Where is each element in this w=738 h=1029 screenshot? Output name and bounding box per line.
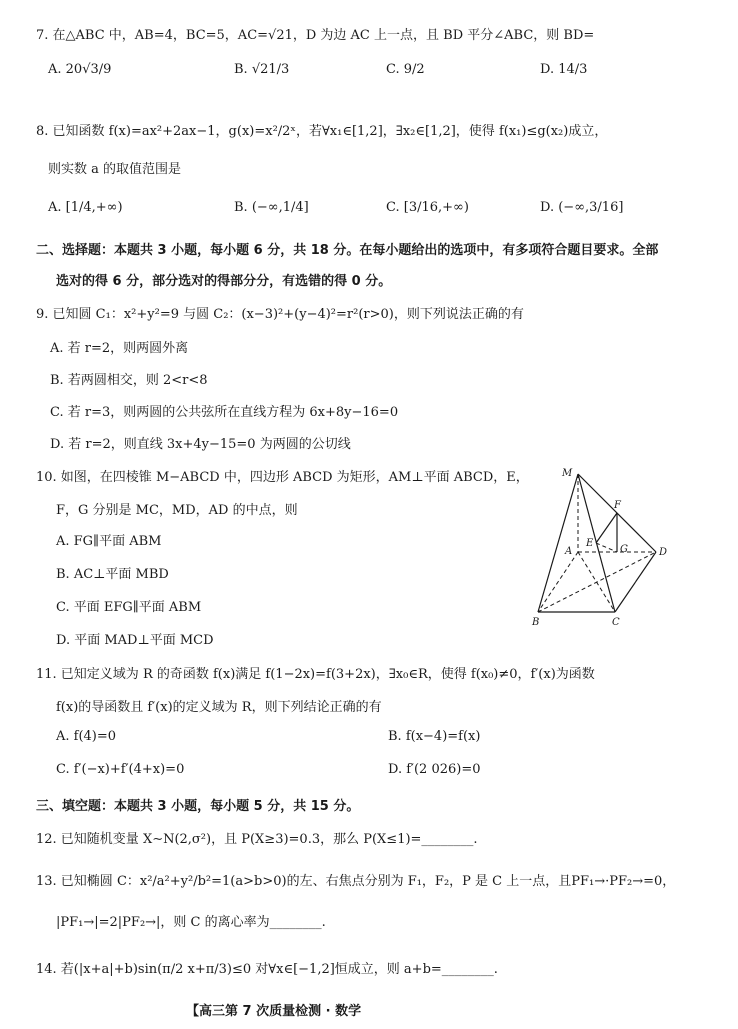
q14-stem: 14. 若(|x+a|+b)sin(π/2 x+π/3)≤0 对∀x∈[−1,2]恒成立，则 a+b=________. <box>36 962 498 977</box>
q8-option-d: D. (−∞,3/16] <box>540 200 624 215</box>
edge-cd <box>615 552 656 612</box>
label-m: M <box>562 468 573 479</box>
section-2-heading: 二、选择题：本题共 3 小题，每小题 6 分，共 18 分。在每小题给出的选项中，有多项符合题目要求。全部 <box>36 243 659 258</box>
q9-option-b: B. 若两圆相交，则 2<r<8 <box>50 373 208 388</box>
q10-option-c: C. 平面 EFG∥平面 ABM <box>56 600 202 615</box>
q13-stem: 13. 已知椭圆 C：x²/a²+y²/b²=1(a>b>0)的左、右焦点分别为 F₁，F₂，P 是 C 上一点，且PF₁→·PF₂→=0， <box>36 874 676 889</box>
label-d: D <box>659 547 668 558</box>
q8-option-c: C. [3/16,+∞) <box>386 200 469 215</box>
segment-ef <box>596 513 617 543</box>
pyramid-figure <box>520 462 680 632</box>
diag-bd-hidden <box>538 552 656 612</box>
q12-stem: 12. 已知随机变量 X∼N(2,σ²)，且 P(X≥3)=0.3，那么 P(X≤1)=________. <box>36 832 478 847</box>
q10-stem: 10. 如图，在四棱锥 M−ABCD 中，四边形 ABCD 为矩形，AM⊥平面 ABCD，E， <box>36 470 529 485</box>
q11-option-c: C. f′(−x)+f′(4+x)=0 <box>56 762 185 777</box>
page-footer: 【高三第 7 次质量检测 · 数学 <box>186 1004 362 1019</box>
q8-stem: 8. 已知函数 f(x)=ax²+2ax−1，g(x)=x²/2ˣ，若∀x₁∈[1,2]，∃x₂∈[1,2]，使得 f(x₁)≤g(x₂)成立， <box>36 124 608 139</box>
q7-option-a: A. 20√3/9 <box>48 62 112 77</box>
q11-stem: 11. 已知定义域为 R 的奇函数 f(x)满足 f(1−2x)=f(3+2x)，∃x₀∈R，使得 f(x₀)≠0，f′(x)为函数 <box>36 667 595 682</box>
q13-stem-line2: |PF₁→|=2|PF₂→|，则 C 的离心率为________. <box>56 915 326 930</box>
section-3-heading: 三、填空题：本题共 3 小题，每小题 5 分，共 15 分。 <box>36 799 360 814</box>
q11-option-d: D. f′(2 026)=0 <box>388 762 481 777</box>
q9-option-d: D. 若 r=2，则直线 3x+4y−15=0 为两圆的公切线 <box>50 437 351 452</box>
q11-option-b: B. f(x−4)=f(x) <box>388 729 481 744</box>
q10-stem-line2: F，G 分别是 MC，MD，AD 的中点，则 <box>56 503 298 518</box>
q8-option-a: A. [1/4,+∞) <box>48 200 123 215</box>
q7-option-c: C. 9/2 <box>386 62 425 77</box>
q7-stem: 7. 在△ABC 中，AB=4，BC=5，AC=√21，D 为边 AC 上一点，且 BD 平分∠ABC，则 BD= <box>36 28 595 43</box>
q7-option-b: B. √21/3 <box>234 62 290 77</box>
label-c: C <box>612 617 620 628</box>
label-g: G <box>620 544 628 555</box>
edge-mb <box>538 474 578 612</box>
q10-option-d: D. 平面 MAD⊥平面 MCD <box>56 633 214 648</box>
q8-option-b: B. (−∞,1/4] <box>234 200 309 215</box>
q8-stem-line2: 则实数 a 的取值范围是 <box>48 162 182 177</box>
q11-option-a: A. f(4)=0 <box>56 729 117 744</box>
q7-option-d: D. 14/3 <box>540 62 588 77</box>
section-2-heading-line2: 选对的得 6 分，部分选对的得部分分，有选错的得 0 分。 <box>56 274 392 289</box>
label-b: B <box>532 617 540 628</box>
q9-stem: 9. 已知圆 C₁：x²+y²=9 与圆 C₂：(x−3)²+(y−4)²=r²(r>0)，则下列说法正确的有 <box>36 307 524 322</box>
q10-option-a: A. FG∥平面 ABM <box>56 534 162 549</box>
q11-stem-line2: f(x)的导函数且 f′(x)的定义域为 R，则下列结论正确的有 <box>56 700 382 715</box>
label-f: F <box>614 500 621 511</box>
q9-option-c: C. 若 r=3，则两圆的公共弦所在直线方程为 6x+8y−16=0 <box>50 405 399 420</box>
q9-option-a: A. 若 r=2，则两圆外离 <box>50 341 189 356</box>
edge-ab-hidden <box>538 552 578 612</box>
label-e: E <box>586 538 594 549</box>
q10-option-b: B. AC⊥平面 MBD <box>56 567 169 582</box>
label-a: A <box>565 546 573 557</box>
